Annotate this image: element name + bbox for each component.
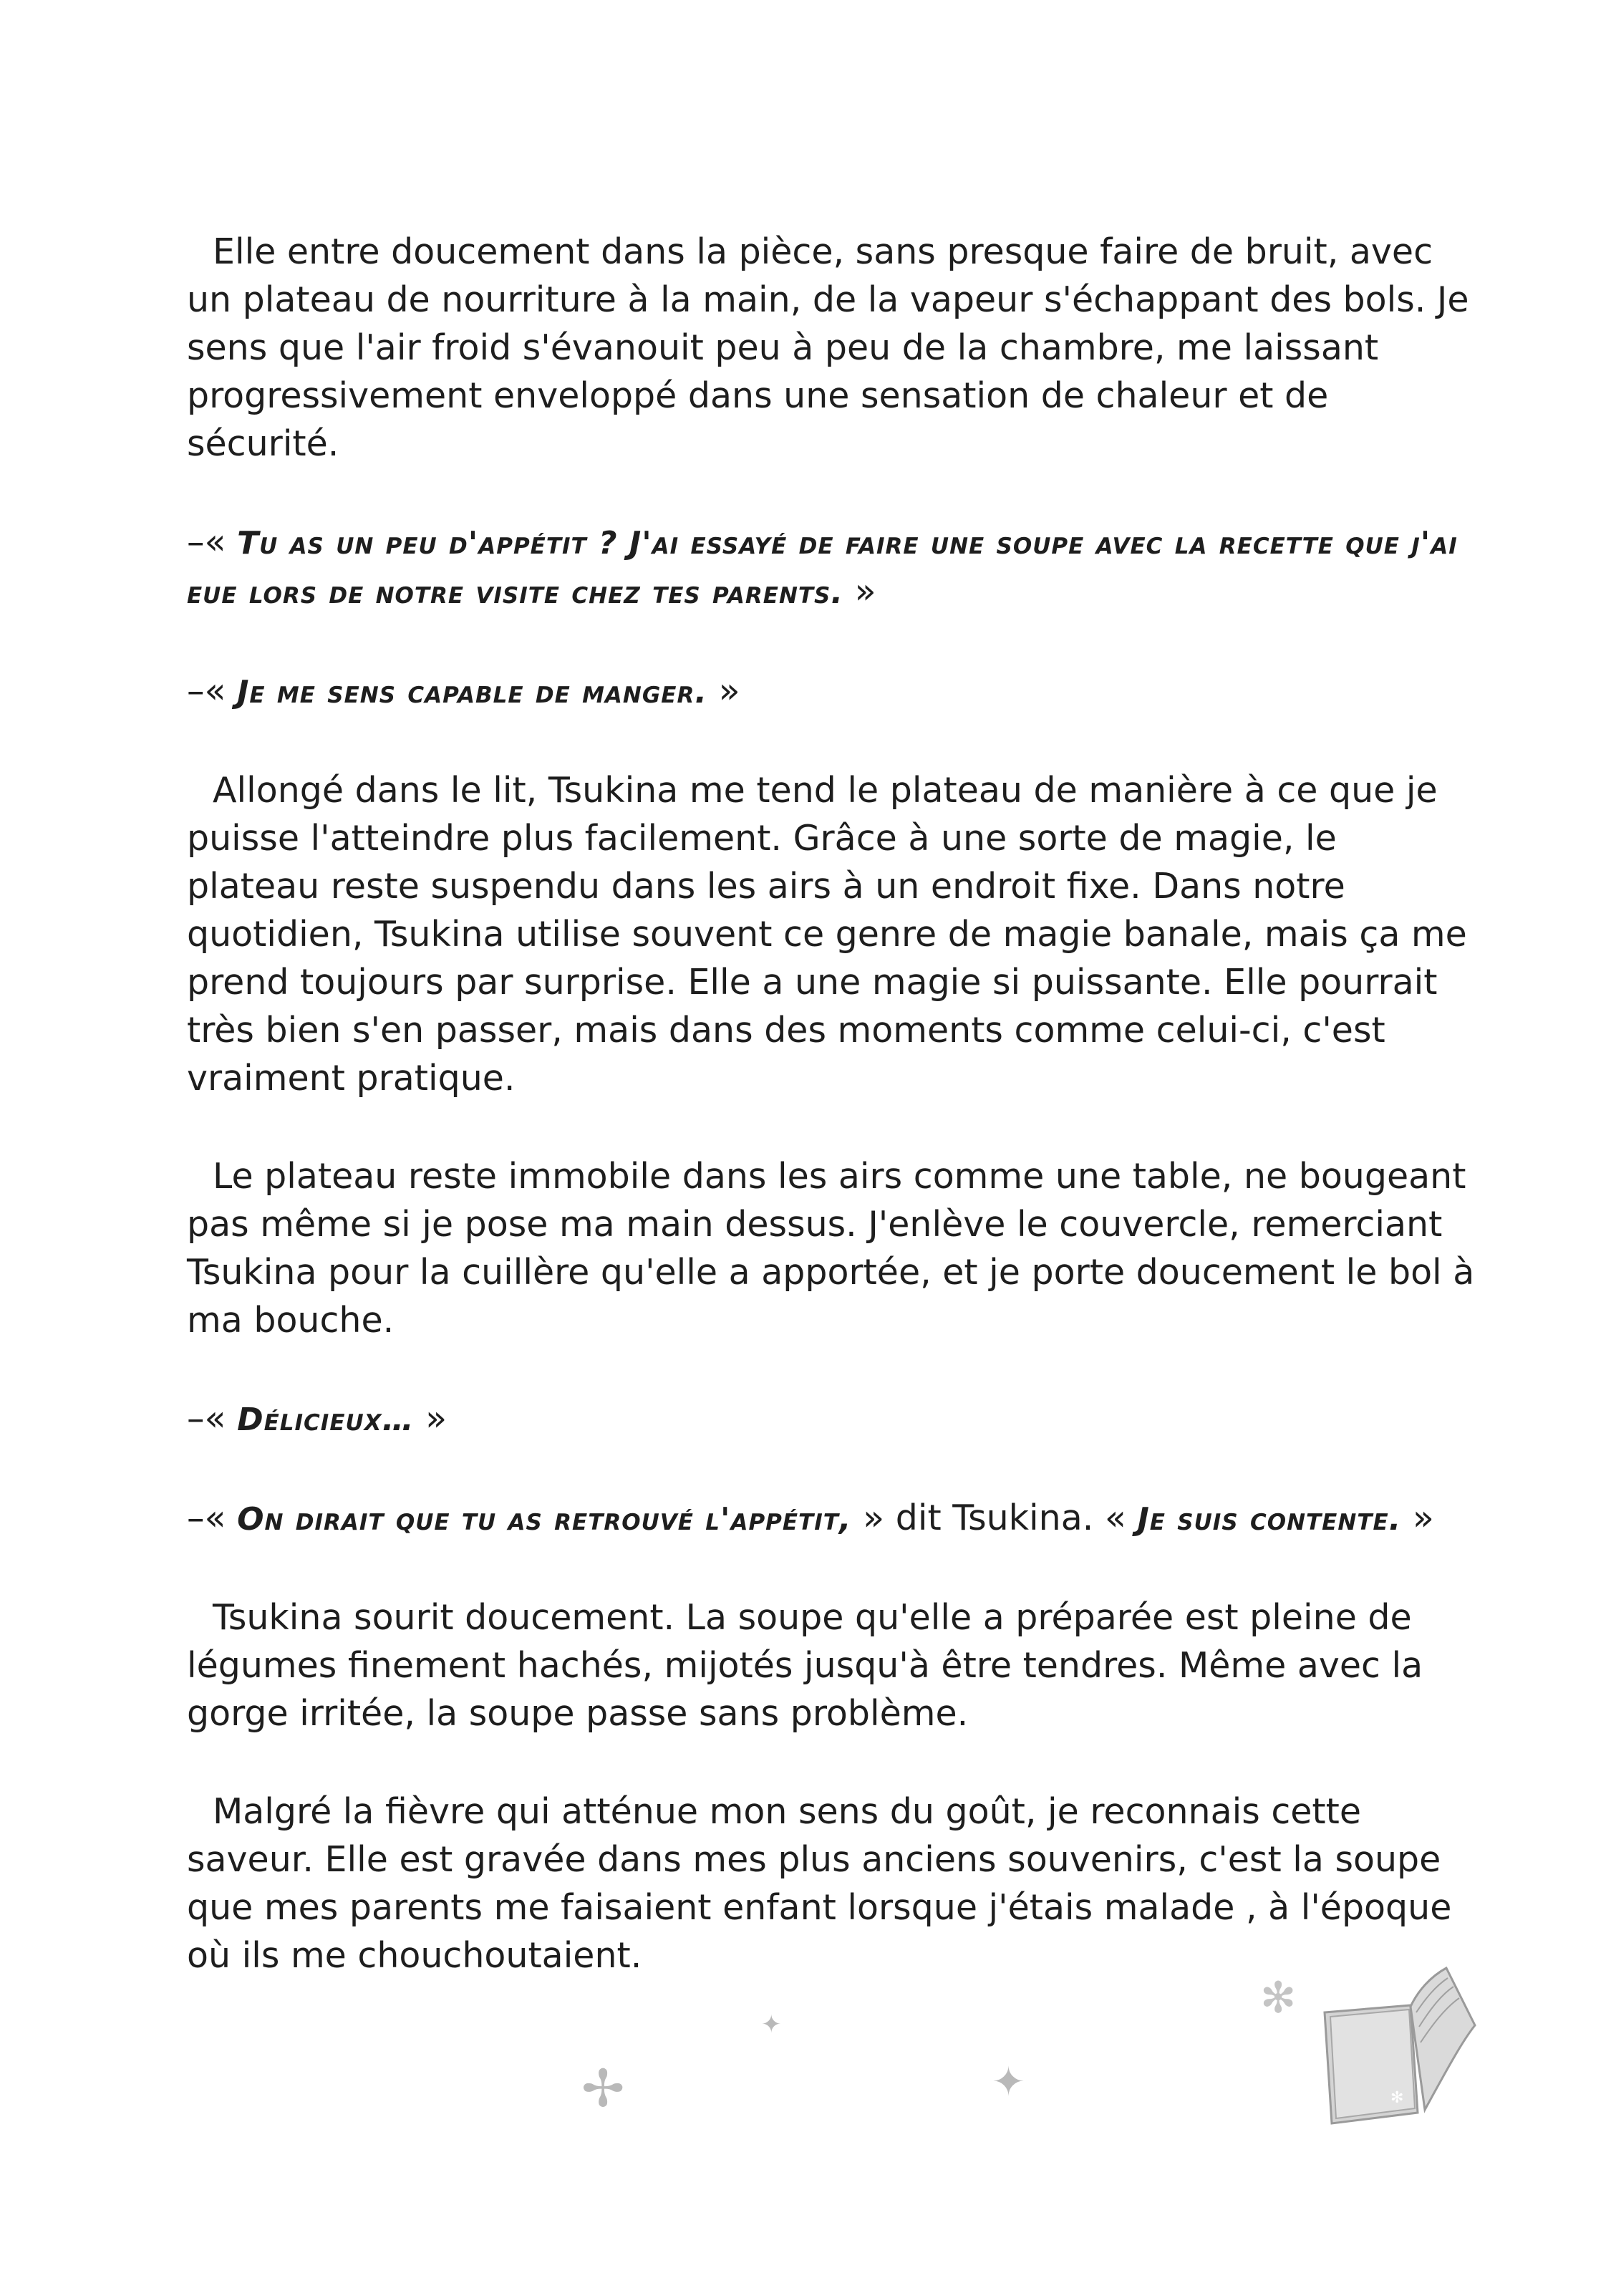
dialogue-speech: On dirait que tu as retrouvé l'appétit, <box>237 1501 852 1538</box>
sparkle-cross-icon: ✢ <box>581 2058 625 2118</box>
narration-paragraph-3: Le plateau reste immobile dans les airs comme une table, ne bougeant pas même si je pose ma main dessus. J'enlève le couvercle, remerciant Tsukina pour la cuillère qu'elle a apportée, et je porte doucement le bol à ma bouche. <box>187 1156 1475 1341</box>
dialogue-speech: Je suis contente. <box>1137 1501 1402 1538</box>
dialogue-close-quote: » <box>414 1398 448 1439</box>
sparkle-asterisk-icon: ✻ <box>1260 1973 1297 2023</box>
dialogue-close-quote: » <box>1401 1497 1434 1538</box>
page-text <box>187 228 1476 1979</box>
sparkle-small-icon: ✦ <box>761 2010 782 2039</box>
narration-paragraph-2: Allongé dans le lit, Tsukina me tend le plateau de manière à ce que je puisse l'atteindre plus facilement. Grâce à une sorte de magie, le plateau reste suspendu dans les airs à un endroit fixe. Dans notre quotidien, Tsukina utilise souvent ce genre de magie banale, mais ça me prend toujours par surprise. Elle a une magie si puissante. Elle pourrait très bien s'en passer, mais dans des moments comme celui-ci, c'est vraiment pratique. <box>187 770 1467 1099</box>
dialogue-line-3 <box>187 1394 1476 1444</box>
dialogue-open-quote: –« <box>187 1398 238 1439</box>
dialogue-speech: Délicieux… <box>237 1402 415 1438</box>
dialogue-open-quote: –« <box>187 670 238 711</box>
svg-text:✻: ✻ <box>1390 2089 1404 2107</box>
dialogue-attribution: » dit Tsukina. « <box>851 1497 1138 1538</box>
sparkle-diamond-icon: ✦ <box>992 2059 1025 2106</box>
dialogue-speech: Tu as un peu d'appétit ? J'ai essayé de faire une soupe avec la recette que j'ai eue lors de notre visite chez tes parents. <box>187 525 1458 611</box>
narration-paragraph-5: Malgré la fièvre qui atténue mon sens du goût, je reconnais cette saveur. Elle est gravée dans mes plus anciens souvenirs, c'est la soupe que mes parents me faisaient enfant lorsque j'étais malade , à l'époque où ils me chouchoutaient. <box>187 1791 1452 1976</box>
dialogue-open-quote: –« <box>187 1497 238 1538</box>
narration-paragraph-4: Tsukina sourit doucement. La soupe qu'elle a préparée est pleine de légumes finement hachés, mijotés jusqu'à être tendres. Même avec la gorge irritée, la soupe passe sans problème. <box>187 1597 1423 1734</box>
dialogue-close-quote: » <box>707 670 740 711</box>
narration-paragraph-1: Elle entre doucement dans la pièce, sans presque faire de bruit, avec un plateau de nourriture à la main, de la vapeur s'échappant des bols. Je sens que l'air froid s'évanouit peu à peu de la chambre, me laissant progressivement enveloppé dans une sensation de chaleur et de sécurité. <box>187 231 1469 464</box>
dialogue-line-2 <box>187 667 1476 716</box>
open-book-icon <box>1310 1962 1482 2141</box>
dialogue-speech: Je me sens capable de manger. <box>237 674 708 710</box>
dialogue-line-1 <box>187 518 1476 617</box>
dialogue-line-4 <box>187 1494 1476 1543</box>
dialogue-open-quote: –« <box>187 521 238 562</box>
dialogue-close-quote: » <box>843 571 876 612</box>
